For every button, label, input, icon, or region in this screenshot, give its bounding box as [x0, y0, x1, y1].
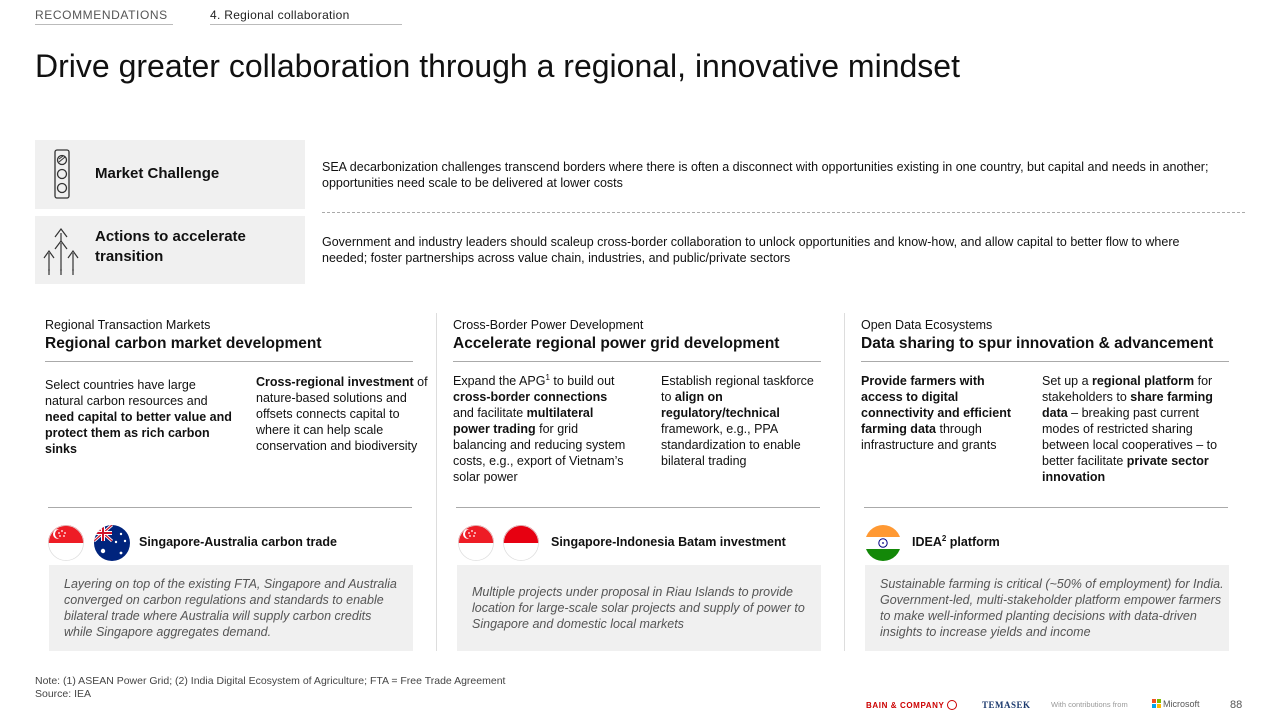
actions-text: Government and industry leaders should scaleup cross-border collaboration to unlock opportunities and know-how, and allow capital to better flow to where needed; foster partnerships across value chain, industries, and public/private sectors	[322, 235, 1180, 265]
market-challenge-text: SEA decarbonization challenges transcend borders where there is often a disconnect with opportunities existing in one country, but capital and needs in another; opportunities need scale to be delivered at lower costs	[322, 160, 1209, 190]
divider	[864, 507, 1228, 508]
column-carbon-market	[35, 313, 443, 651]
column-power-grid	[443, 313, 851, 651]
traffic-light-icon	[51, 149, 73, 199]
example-title: Singapore-Australia carbon trade	[139, 535, 337, 549]
divider	[322, 212, 1245, 213]
example-title: Singapore-Indonesia Batam investment	[551, 535, 786, 549]
actions-label	[95, 227, 246, 267]
singapore-flag-icon	[48, 525, 84, 561]
column-point-2: Set up a regional platform for stakeholders to share farming data – breaking past current modes of restricted sharing between local cooperatives – to better facilitate private sector innovation	[1042, 374, 1218, 484]
actions-label-line2: transition	[95, 248, 164, 265]
footnote-note: Note: (1) ASEAN Power Grid; (2) India Digital Ecosystem of Agriculture; FTA = Free Trade Agreement	[35, 675, 506, 687]
divider	[453, 361, 821, 362]
example-box	[457, 565, 821, 651]
upward-arrows-icon	[41, 223, 83, 275]
column-category: Open Data Ecosystems	[861, 318, 993, 332]
divider	[861, 361, 1229, 362]
column-category: Cross-Border Power Development	[453, 318, 644, 332]
column-point-1: Expand the APG$^1$ to build out cross-border connections and facilitate multilateral power trading for grid balancing and reducing system costs, e.g., export of Vietnam’s solar power	[453, 372, 626, 484]
indonesia-flag-icon	[503, 525, 539, 561]
temasek-logo: TEMASEK	[982, 700, 1031, 710]
actions-label-line1: Actions to accelerate	[95, 228, 246, 245]
contribution-label: With contributions from	[1051, 700, 1128, 709]
footnote-source: Source: IEA	[35, 688, 92, 700]
microsoft-logo	[1152, 699, 1200, 709]
example-text: Layering on top of the existing FTA, Singapore and Australia converged on carbon regulations and standards to enable bilateral trade where Australia will supply carbon credits while Singapore aggregates demand.	[64, 577, 397, 639]
divider	[456, 507, 820, 508]
column-heading: Data sharing to spur innovation & advancement	[861, 335, 1214, 352]
column-point-1: Select countries have large natural carbon resources and need capital to better value and protect them as rich carbon sinks	[45, 378, 232, 456]
column-point-2: Cross-regional investment of nature-based solutions and offsets connects capital to where it can help scale conservation and biodiversity	[256, 375, 428, 453]
bain-logo-text: BAIN & COMPANY	[866, 701, 945, 710]
microsoft-icon	[1152, 699, 1161, 708]
example-box	[865, 565, 1229, 651]
example-title	[912, 535, 1000, 549]
india-flag-icon	[865, 525, 901, 561]
divider	[45, 361, 413, 362]
footnote-marker: 2	[941, 533, 947, 543]
column-heading: Regional carbon market development	[45, 335, 322, 352]
footnote	[35, 675, 505, 701]
microsoft-label: Microsoft	[1163, 699, 1200, 709]
market-challenge-label: Market Challenge	[95, 165, 220, 182]
example-title-main: IDEA	[912, 535, 942, 549]
breadcrumb-section: RECOMMENDATIONS	[35, 8, 173, 25]
breadcrumb-page: 4. Regional collaboration	[210, 8, 402, 25]
column-point-2: Establish regional taskforce to align on regulatory/technical framework, e.g., PPA standardization to enable bilateral trading	[661, 374, 814, 468]
actions-box	[35, 216, 305, 284]
example-box	[49, 565, 413, 651]
divider	[48, 507, 412, 508]
market-challenge-box	[35, 140, 305, 209]
example-title-rest: platform	[946, 535, 1000, 549]
singapore-flag-icon	[458, 525, 494, 561]
column-point-1: Provide farmers with access to digital connectivity and efficient farming data through infrastructure and grants	[861, 374, 1012, 452]
example-text: Multiple projects under proposal in Riau Islands to provide location for large-scale solar projects and supply of power to Singapore and domestic local markets	[472, 585, 805, 631]
column-heading: Accelerate regional power grid development	[453, 335, 780, 352]
column-data-sharing	[851, 313, 1259, 651]
example-text: Sustainable farming is critical (~50% of employment) for India. Government-led, multi-stakeholder platform empower farmers to make well-informed planting decisions with data-driven insights to increase yields and income	[880, 577, 1224, 639]
bain-logo	[866, 700, 957, 710]
page-title: Drive greater collaboration through a regional, innovative mindset	[35, 48, 960, 84]
column-category: Regional Transaction Markets	[45, 318, 211, 332]
australia-flag-icon	[94, 525, 130, 561]
page-number: 88	[1230, 699, 1243, 711]
bain-logo-icon	[947, 700, 957, 710]
